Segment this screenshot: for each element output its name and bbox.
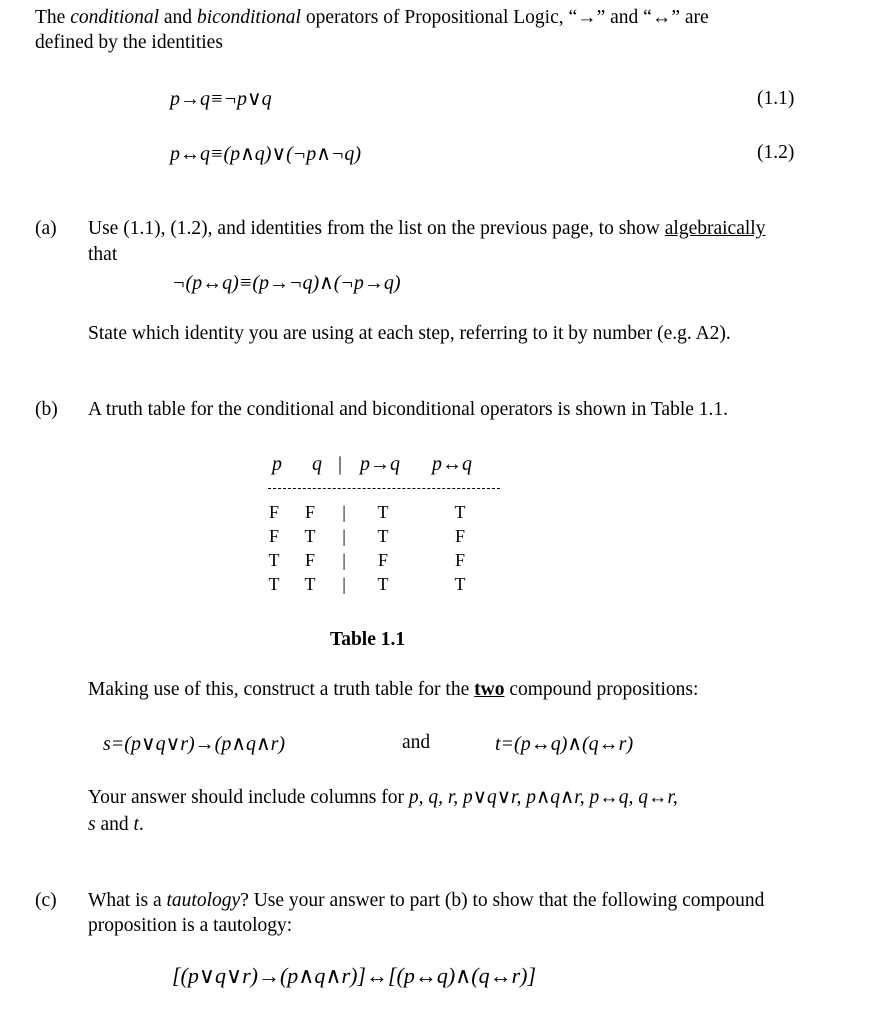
part-b-label: (b) xyxy=(35,399,58,420)
cell-conditional: T xyxy=(377,502,389,522)
equation-1-1-number: (1.1) xyxy=(757,88,795,109)
two-emphasis: two xyxy=(474,679,505,700)
part-b-text: A truth table for the conditional and biconditional operators is shown in Table 1.1. xyxy=(88,399,729,420)
part-c-text-1: What is a tautology? Use your answer to part (b) to show that the following compound xyxy=(88,890,765,911)
cell-p: F xyxy=(268,502,279,522)
cell-p: T xyxy=(268,550,280,570)
cell-biconditional: F xyxy=(454,550,465,570)
part-a-text-1: Use (1.1), (1.2), and identities from the list on the previous page, to show algebraically xyxy=(88,218,766,239)
and-word: and xyxy=(402,732,431,753)
intro-line-1: The conditional and biconditional operators of Propositional Logic, “→” and “↔” are xyxy=(35,7,709,28)
cell-sep: | xyxy=(342,550,346,570)
cell-conditional: T xyxy=(377,574,389,594)
conditional-term: conditional xyxy=(70,7,160,28)
part-c-label: (c) xyxy=(35,890,57,911)
table-header-q: q xyxy=(312,453,322,475)
part-a-formula: ¬(p↔q)≡(p→¬q)∧(¬p→q) xyxy=(172,272,401,294)
cell-biconditional: F xyxy=(454,526,465,546)
part-a-instruction: State which identity you are using at each step, referring to it by number (e.g. A2). xyxy=(88,323,731,344)
s-definition: s=(p∨q∨r)→(p∧q∧r) xyxy=(103,733,286,755)
cell-biconditional: T xyxy=(454,574,466,594)
part-c-formula: [(p∨q∨r)→(p∧q∧r)]↔[(p↔q)∧(q↔r)] xyxy=(172,963,537,988)
cell-conditional: F xyxy=(377,550,388,570)
cell-q: F xyxy=(304,550,315,570)
biconditional-term: biconditional xyxy=(196,7,301,28)
part-b-answer-line-1: Your answer should include columns for p, q, r, p∨q∨r, p∧q∧r, p↔q, q↔r, xyxy=(88,787,678,808)
table-header-conditional: p→q xyxy=(360,453,400,475)
part-a-text-2: that xyxy=(88,244,118,265)
cell-conditional: T xyxy=(377,526,389,546)
algebraically-emphasis: algebraically xyxy=(664,218,766,239)
part-c-text-2: proposition is a tautology: xyxy=(88,915,293,936)
equation-1-1: p→q≡¬p∨q xyxy=(170,88,272,110)
table-header-separator: | xyxy=(338,453,343,475)
cell-q: F xyxy=(304,502,315,522)
equation-1-2: p↔q≡(p∧q)∨(¬p∧¬q) xyxy=(170,143,362,165)
cell-p: F xyxy=(268,526,279,546)
intro-line-2: defined by the identities xyxy=(35,32,223,53)
equation-1-2-number: (1.2) xyxy=(757,142,795,163)
cell-q: T xyxy=(304,526,316,546)
cell-sep: | xyxy=(342,526,346,546)
table-header-p: p xyxy=(272,453,282,475)
table-divider xyxy=(268,488,500,489)
part-b-making-use: Making use of this, construct a truth table for the two compound propositions: xyxy=(88,679,699,700)
cell-q: T xyxy=(304,574,316,594)
cell-sep: | xyxy=(342,502,346,522)
tautology-term: tautology xyxy=(166,890,241,911)
part-a-label: (a) xyxy=(35,218,57,239)
cell-p: T xyxy=(268,574,280,594)
table-header-biconditional: p↔q xyxy=(432,453,472,475)
cell-biconditional: T xyxy=(454,502,466,522)
t-definition: t=(p↔q)∧(q↔r) xyxy=(495,733,634,755)
table-caption: Table 1.1 xyxy=(330,629,406,650)
part-b-answer-line-2: s and t. xyxy=(88,814,144,835)
cell-sep: | xyxy=(342,574,346,594)
